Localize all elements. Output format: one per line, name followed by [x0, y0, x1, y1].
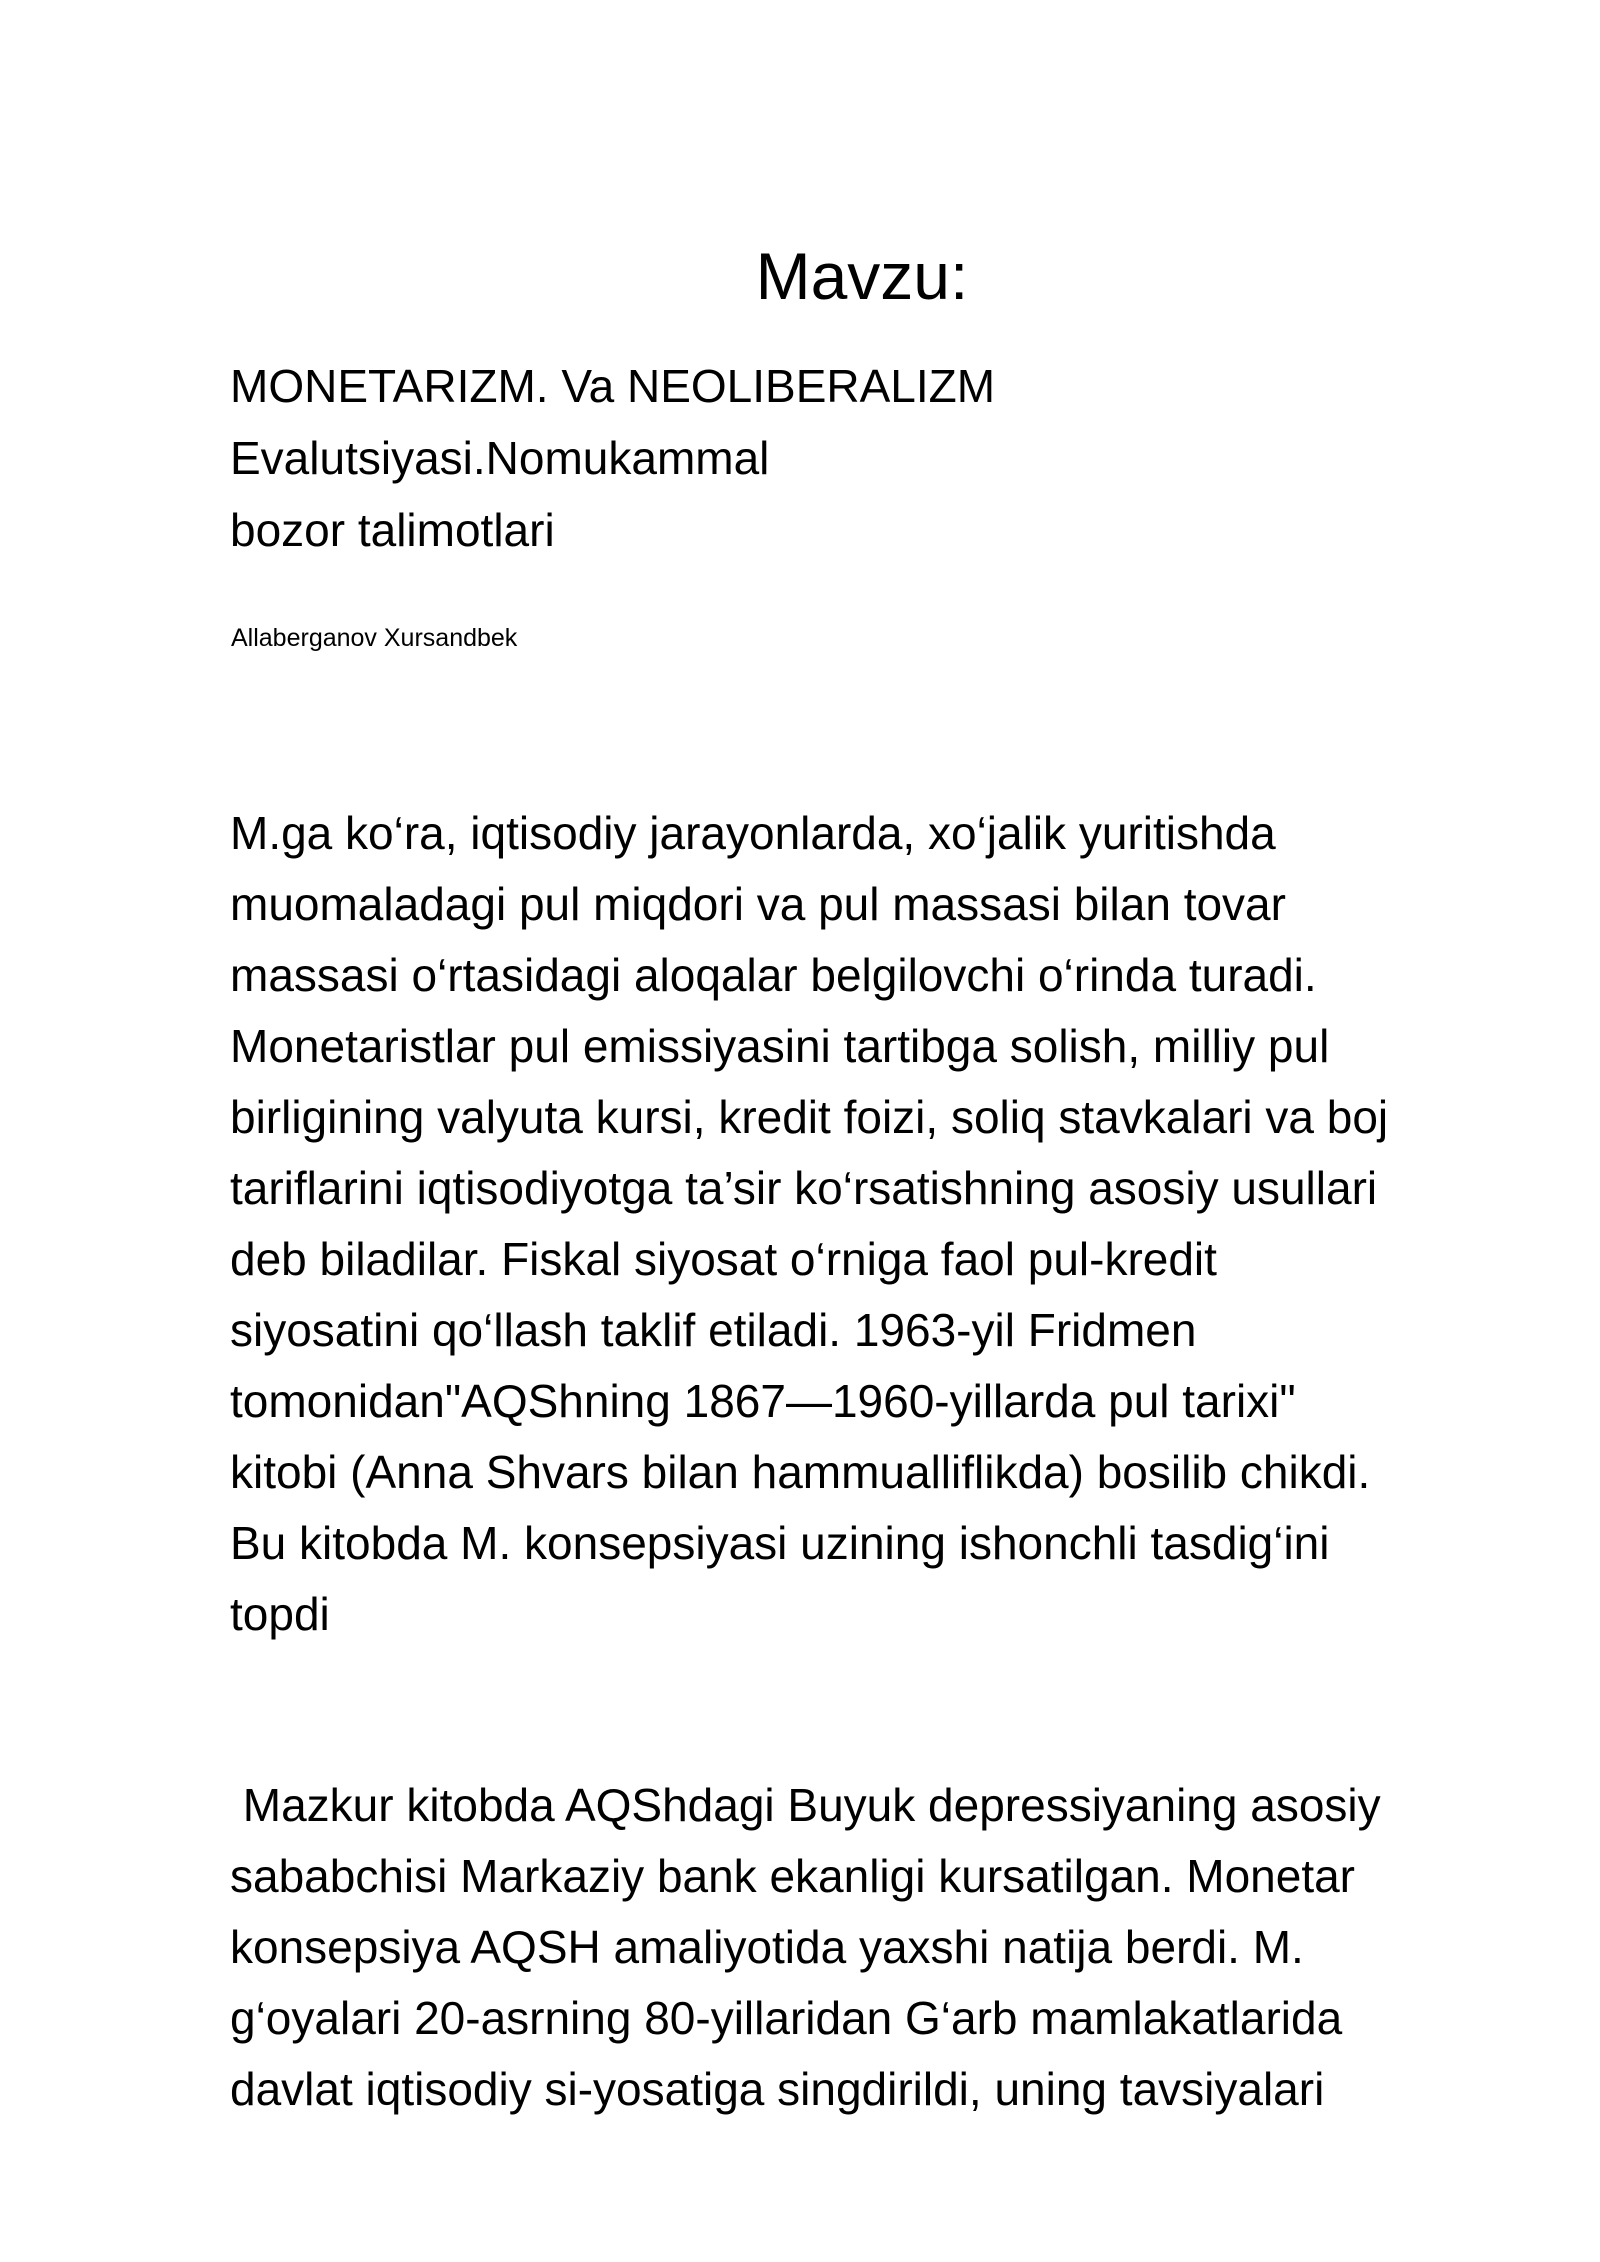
paragraph-line: muomaladagi pul miqdori va pul massasi bilan tovar [230, 878, 1286, 930]
paragraph-line: g‘oyalari 20-asrning 80-yillaridan G‘arb mamlakatlarida [230, 1992, 1343, 2044]
paragraph-line: Mazkur kitobda AQShdagi Buyuk depressiyaning asosiy [230, 1779, 1381, 1831]
title-line: MONETARIZM. Va NEOLIBERALIZM [230, 360, 996, 412]
paragraph-line: Monetaristlar pul emissiyasini tartibga solish, milliy pul [230, 1020, 1330, 1072]
paragraph-line: davlat iqtisodiy si-yosatiga singdirildi, uning tavsiyalari [230, 2063, 1325, 2115]
paragraph-1 [230, 798, 1490, 1650]
document-title [230, 350, 1430, 566]
title-line: Evalutsiyasi.Nomukammal [230, 432, 770, 484]
paragraph-line: tariflarini iqtisodiyotga ta’sir ko‘rsatishning asosiy usullari [230, 1162, 1378, 1214]
paragraph-line: M.ga ko‘ra, iqtisodiy jarayonlarda, xo‘jalik yuritishda [230, 807, 1276, 859]
paragraph-line: siyosatini qo‘llash taklif etiladi. 1963-yil Fridmen [230, 1304, 1197, 1356]
page-heading: Mavzu: [755, 239, 969, 313]
paragraph-line: sababchisi Markaziy bank ekanligi kursatilgan. Monetar [230, 1850, 1356, 1902]
paragraph-line: tomonidan"AQShning 1867—1960-yillarda pul tarixi" [230, 1375, 1296, 1427]
author-name: Allaberganov Xursandbek [231, 624, 518, 652]
paragraph-line: birligining valyuta kursi, kredit foizi, soliq stavkalari va boj [230, 1091, 1389, 1143]
paragraph-line: massasi o‘rtasidagi aloqalar belgilovchi o‘rinda turadi. [230, 949, 1317, 1001]
title-line: bozor talimotlari [230, 504, 555, 556]
paragraph-line: kitobi (Anna Shvars bilan hammualliflikda) bosilib chikdi. [230, 1446, 1371, 1498]
paragraph-line: Bu kitobda M. konsepsiyasi uzining ishonchli tasdig‘ini [230, 1517, 1330, 1569]
paragraph-line: topdi [230, 1588, 330, 1640]
paragraph-line: deb biladilar. Fiskal siyosat o‘rniga faol pul-kredit [230, 1233, 1217, 1285]
paragraph-2 [230, 1770, 1490, 2125]
paragraph-line: konsepsiya AQSH amaliyotida yaxshi natija berdi. M. [230, 1921, 1304, 1973]
